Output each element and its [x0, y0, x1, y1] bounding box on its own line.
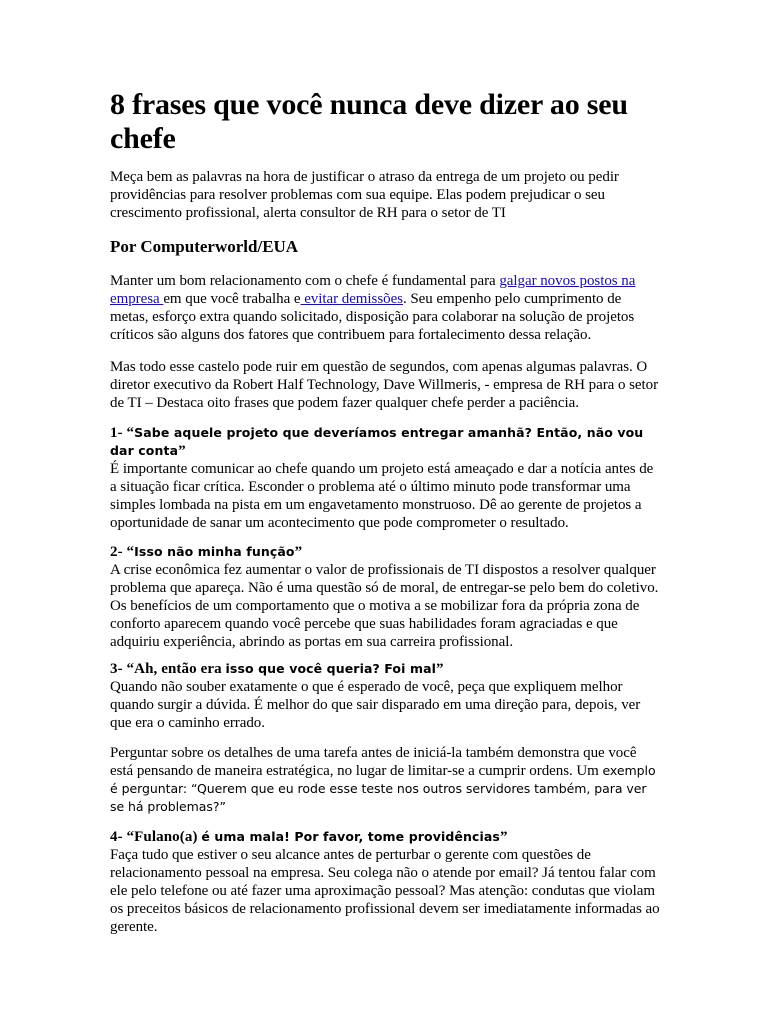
section-2	[110, 543, 660, 651]
section-4-heading	[110, 829, 508, 845]
article-title: 8 frases que você nunca deve dizer ao seu chefe	[110, 88, 628, 155]
link-evitar-demissoes[interactable]: evitar demissões	[300, 291, 403, 307]
section-4-quote: é uma mala! Por favor, tome providências	[201, 829, 500, 844]
section-4	[110, 828, 660, 936]
section-1-suffix: ”	[178, 443, 186, 459]
paragraph-perguntar-example: exemplo é perguntar: “Querem que eu rode esse teste nos outros servidores também, para ver se há problemas?”	[110, 763, 656, 814]
section-4-suffix: ”	[499, 829, 508, 845]
section-2-body: A crise econômica fez aumentar o valor de profissionais de TI dispostos a resolver qualquer problema que apareça. Não é uma questão só de moral, de entregar-se pelo bem do coletivo. Os benefícios de um comportamento que o motiva a se mobilizar fora da própria zona de conforto aparecem quando você percebe que suas habilidades foram agraciadas e que adquiriu experiência, abrindo as portas em sua carreira profissional.	[110, 562, 659, 650]
section-4-body: Faça tudo que estiver o seu alcance antes de perturbar o gerente com questões de relacionamento pessoal na empresa. Seu colega não o atende por email? Já tentou falar com ele pelo telefone ou até fazer uma aproximação pessoal? Mas atenção: condutas que violam os preceitos básicos de relacionamento profissional devem ser imediatamente informadas ao gerente.	[110, 847, 660, 935]
paragraph-perguntar-text: Perguntar sobre os detalhes de uma tarefa antes de iniciá-la também demonstra que você está pensando de maneira estratégica, no lugar de limitar-se a cumprir ordens. Um	[110, 745, 637, 779]
article-byline: Por Computerworld/EUA	[110, 237, 299, 256]
section-3-suffix: ”	[436, 661, 444, 677]
section-1-quote: Sabe aquele projeto que deveríamos entregar amanhã? Então, não vou dar conta	[110, 425, 644, 458]
section-3-quote: isso que você queria? Foi mal	[225, 661, 436, 676]
paragraph-intro-text-2: em que você trabalha e	[163, 291, 301, 307]
section-2-prefix: 2- “	[110, 544, 135, 560]
section-1-prefix: 1- “	[110, 425, 135, 441]
section-2-heading	[110, 544, 302, 560]
section-3-body: Quando não souber exatamente o que é esperado de você, peça que expliquem melhor quando surgir a dúvida. É melhor do que sair disparado em uma direção para, depois, ver que era o caminho errado.	[110, 679, 641, 731]
section-2-suffix: ”	[294, 544, 303, 560]
section-3-heading	[110, 661, 444, 677]
link-galgar-novos-postos[interactable]: galgar novos postos na empresa	[110, 273, 636, 307]
section-3-prefix: 3- “Ah, então era	[110, 661, 226, 677]
paragraph-intro-text-3: . Seu empenho pelo cumprimento de metas, esforço extra quando solicitado, disposição para colaborar na solução de projetos críticos são alguns dos fatores que contribuem para fortalecimento dessa relação.	[110, 291, 635, 343]
paragraph-intro	[110, 272, 660, 344]
paragraph-perguntar	[110, 744, 660, 816]
section-2-quote: Isso não minha função	[134, 544, 295, 559]
section-3	[110, 660, 660, 732]
paragraph-castelo: Mas todo esse castelo pode ruir em questão de segundos, com apenas algumas palavras. O diretor executivo da Robert Half Technology, Dave Willmeris, - empresa de RH para o setor de TI – Destaca oito frases que podem fazer qualquer chefe perder a paciência.	[110, 359, 659, 411]
section-1	[110, 424, 660, 532]
section-4-prefix: 4- “Fulano(a)	[110, 829, 202, 845]
section-1-body: É importante comunicar ao chefe quando um projeto está ameaçado e dar a notícia antes de a situação ficar crítica. Esconder o problema até o último minuto pode transformar uma simples lombada na pista em um engavetamento monstruoso. Dê ao gerente de projetos a oportunidade de sanar um acontecimento que pode comprometer o resultado.	[110, 461, 654, 531]
section-1-heading	[110, 425, 643, 459]
article-lead: Meça bem as palavras na hora de justificar o atraso da entrega de um projeto ou pedir providências para resolver problemas com sua equipe. Elas podem prejudicar o seu crescimento profissional, alerta consultor de RH para o setor de TI	[110, 169, 619, 221]
paragraph-intro-text-1: Manter um bom relacionamento com o chefe é fundamental para	[110, 273, 500, 289]
